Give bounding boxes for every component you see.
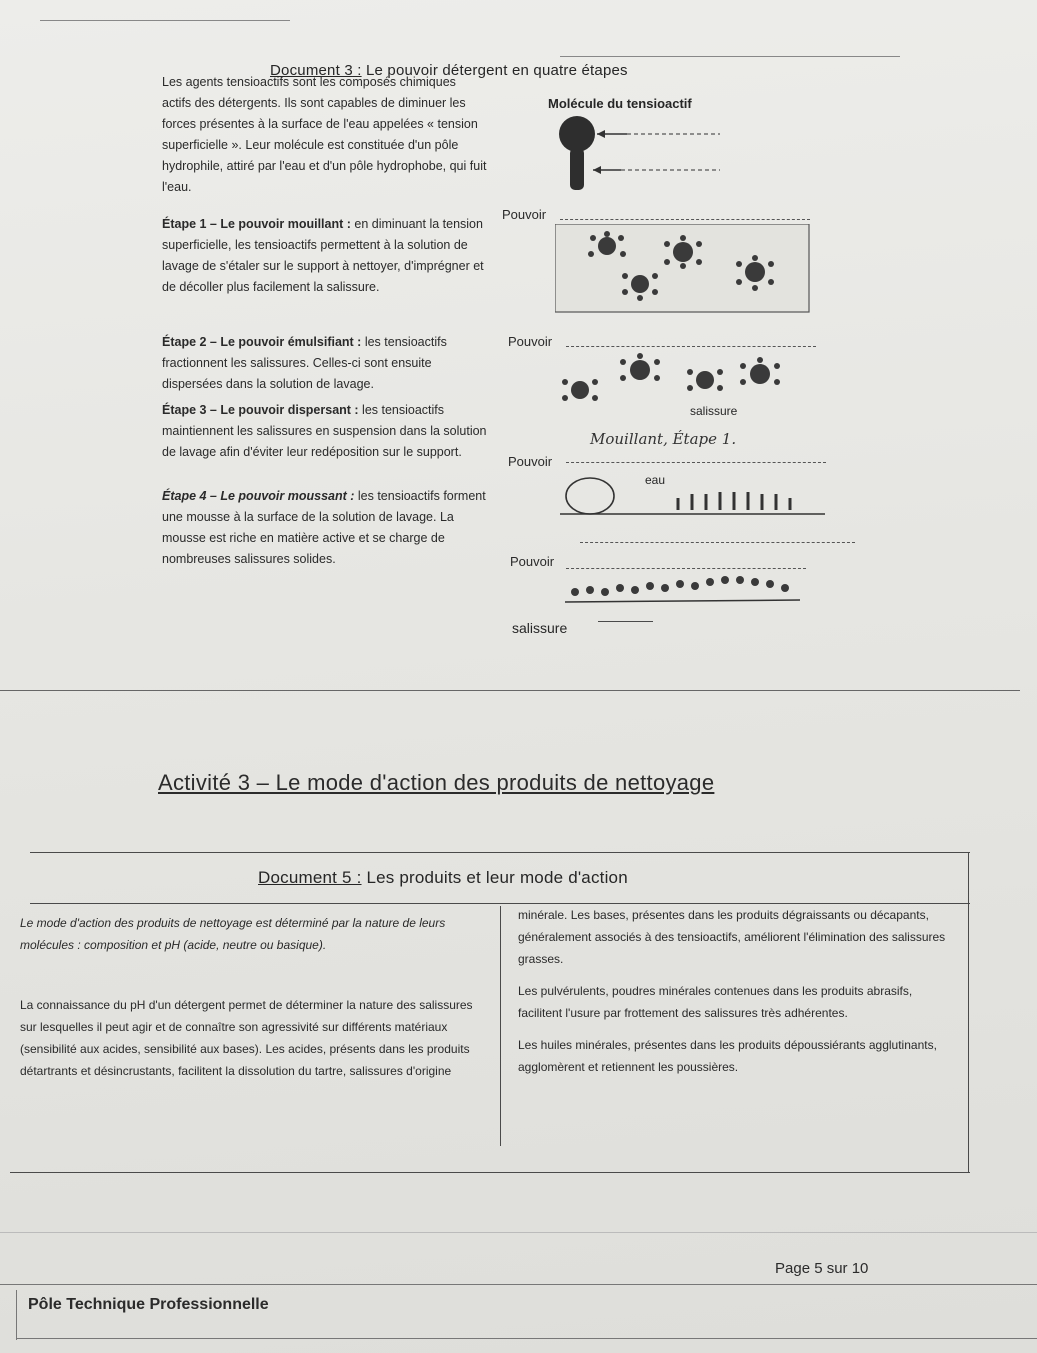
emulsifying-diagram <box>555 350 795 410</box>
emulsified-dirt-icon <box>562 353 780 401</box>
doc5-right-column <box>518 904 958 1078</box>
answer-line-3 <box>566 462 826 463</box>
doc3-step-1: Étape 1 – Le pouvoir mouillant : en diminuant la tension superficielle, les tensioactifs permettent à la solution de lavage de s'étaler sur le support à nettoyer, d'imprégner et de décoller plus facilement la salissure. <box>162 217 484 294</box>
foaming-diagram <box>560 570 810 610</box>
molecule-title: Molécule du tensioactif <box>548 96 692 111</box>
doc5-right-para-2: Les pulvérulents, poudres minérales contenues dans les produits abrasifs, facilitent l'usure par frottement des salissures très adhérentes. <box>518 984 913 1020</box>
doc5-left-para-1: Le mode d'action des produits de nettoyage est déterminé par la nature de leurs molécules : composition et pH (acide, neutre ou basique). <box>20 916 446 952</box>
footer-box-left <box>16 1290 17 1340</box>
doc5-box-top <box>30 852 970 853</box>
doc5-left-para-2: La connaissance du pH d'un détergent permet de déterminer la nature des salissures sur lesquelles il peut agir et de connaître son agressivité sur différents matériaux (sensibilité aux acides, sensibilité aux bases). Les acides, présents dans les produits détartrants et désincrustants, facilitent la dissolution du tartre, salissures d'origine <box>20 998 473 1078</box>
arrow-head-icon <box>597 130 605 138</box>
section-separator <box>0 690 1020 691</box>
answer-line-4b <box>566 568 806 569</box>
doc3-step-2: Étape 2 – Le pouvoir émulsifiant : les tensioactifs fractionnent les salissures. Celles-ci sont ensuite dispersées dans la solution de lavage. <box>162 335 447 391</box>
dispersing-diagram <box>560 476 830 521</box>
answer-line-4a <box>580 542 855 543</box>
activity-title: Activité 3 – Le mode d'action des produits de nettoyage <box>158 770 715 795</box>
school-name: Pôle Technique Professionnelle <box>28 1296 269 1313</box>
foam-surface-line <box>565 600 800 602</box>
doc5-box-right <box>968 852 969 1172</box>
doc5-box-bottom <box>10 1172 970 1173</box>
hydrophilic-head-icon <box>559 116 595 152</box>
fold-line <box>0 1232 1037 1233</box>
pouvoir-label-2: Pouvoir <box>508 334 553 349</box>
answer-line-2 <box>566 346 816 347</box>
pouvoir-label-3: Pouvoir <box>508 454 553 469</box>
foam-bubbles-icon <box>571 576 789 596</box>
page-number: Page 5 sur 10 <box>775 1260 869 1277</box>
footer-rule <box>0 1284 1037 1285</box>
doc3-intro: Les agents tensioactifs sont les composés chimiques actifs des détergents. Ils sont capables de diminuer les forces présentes à la surface de l'eau appelées « tension superficielle ». Leur molécule est constituée d'un pôle hydrophile, attiré par l'eau et d'un pôle hydrophobe, qui fuit l'eau. <box>162 75 487 194</box>
handwritten-answer: Mouillant, Étape 1. <box>590 430 737 448</box>
surfactant-row-icon <box>678 492 790 510</box>
doc3-step-4: Étape 4 – Le pouvoir moussant : les tensioactifs forment une mousse à la surface de la solution de lavage. La mousse est riche en matière active et se charge de nombreuses salissures solides. <box>162 489 486 566</box>
doc3-step-3: Étape 3 – Le pouvoir dispersant : les tensioactifs maintiennent les salissures en suspension dans la solution de lavage afin d'éviter leur redéposition sur le support. <box>162 403 487 459</box>
arrow-tail-icon <box>593 166 601 174</box>
water-drop-icon <box>566 478 614 514</box>
wetting-diagram <box>555 224 810 314</box>
answer-line-1 <box>560 219 810 220</box>
salissure-label-lower: salissure <box>512 620 568 636</box>
pouvoir-label-4: Pouvoir <box>510 554 555 569</box>
pouvoir-label-1: Pouvoir <box>502 207 547 222</box>
doc5-right-para-3: Les huiles minérales, présentes dans les produits dépoussiérants agglutinants, agglomèrent et retiennent les poussières. <box>518 1038 937 1074</box>
doc5-column-divider <box>500 906 501 1146</box>
top-rule <box>40 20 290 21</box>
doc5-right-para-1: minérale. Les bases, présentes dans les produits dégraissants ou décapants, généralement associés à des tensioactifs, améliorent l'élimination des salissures grasses. <box>518 908 946 966</box>
doc5-left-column <box>20 912 490 1082</box>
doc5-title: Document 5 : Les produits et leur mode d'action <box>258 868 628 887</box>
footer-box-bottom <box>16 1338 1037 1339</box>
doc3-title-rule <box>560 56 900 57</box>
salissure-pointer <box>598 621 653 622</box>
hydrophobic-tail-icon <box>570 148 584 190</box>
eau-label: eau <box>645 473 666 487</box>
tensioactive-molecule-diagram <box>555 112 735 197</box>
doc3-title: Document 3 : Le pouvoir détergent en quatre étapes <box>270 62 628 79</box>
salissure-label-upper: salissure <box>690 404 738 418</box>
